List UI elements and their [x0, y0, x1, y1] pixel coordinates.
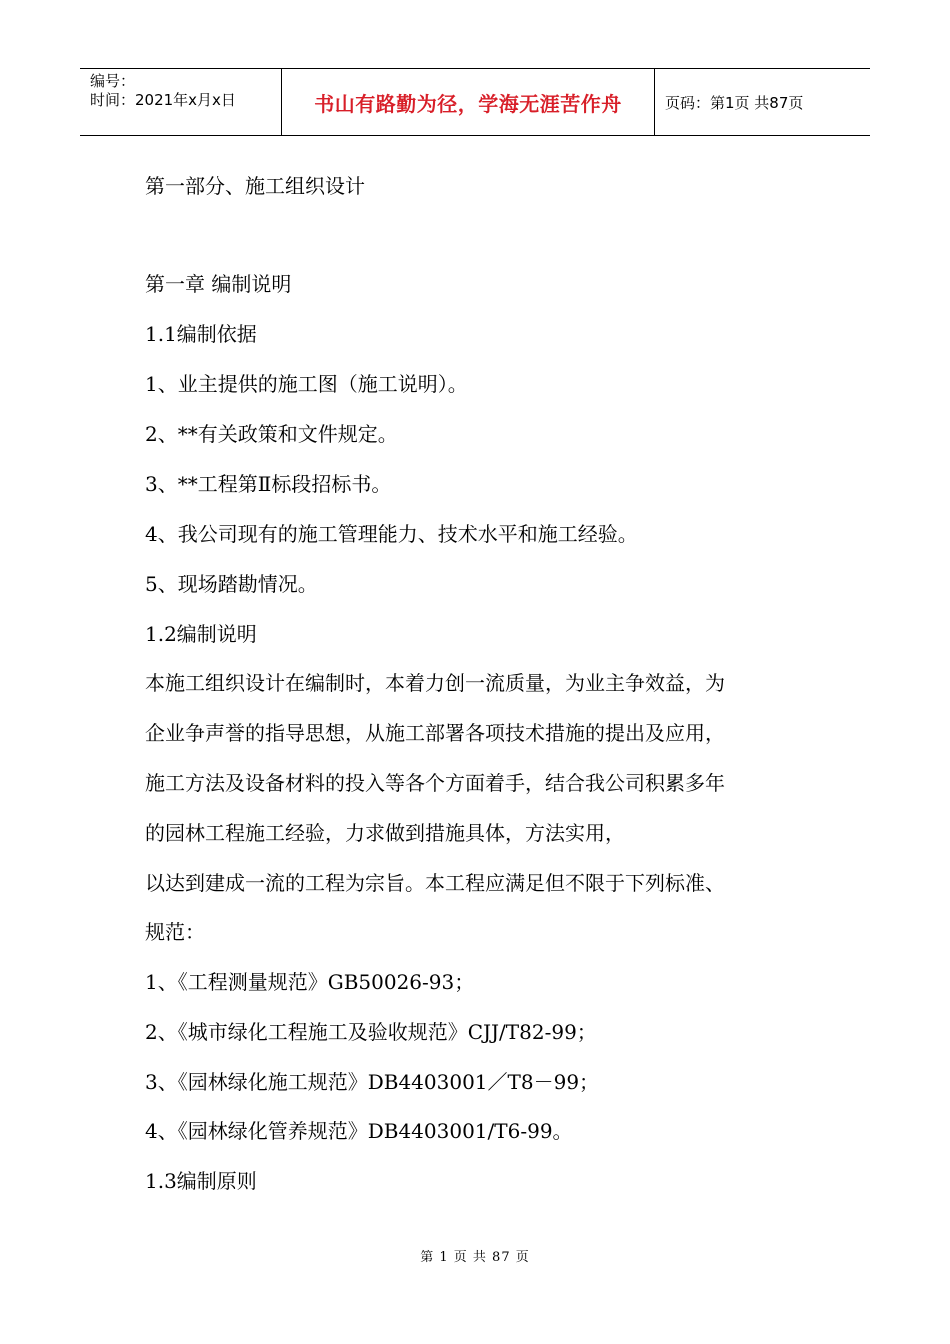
standard-item: 2、《城市绿化工程施工及验收规范》CJJ/T82-99；: [145, 1020, 597, 1044]
basis-item: 2、**有关政策和文件规定。: [145, 422, 398, 446]
basis-item: 4、我公司现有的施工管理能力、技术水平和施工经验。: [145, 522, 638, 546]
header-motto-cell: [282, 69, 655, 135]
page-header: [80, 68, 870, 136]
standard-item: 1、《工程测量规范》GB50026-93；: [145, 970, 475, 994]
paragraph-line: 的园林工程施工经验，力求做到措施具体，方法实用，: [145, 821, 625, 845]
basis-item: 1、业主提供的施工图（施工说明）。: [145, 372, 468, 396]
chapter-title: 第一章 编制说明: [145, 272, 292, 296]
paragraph-line: 规范：: [145, 920, 205, 944]
basis-item: 3、**工程第Ⅱ标段招标书。: [145, 472, 392, 496]
motto-text: 书山有路勤为径，学海无涯苦作舟: [314, 91, 622, 116]
section-heading: 1.1编制依据: [145, 322, 257, 346]
standard-item: 4、《园林绿化管养规范》DB4403001/T6-99。: [145, 1119, 573, 1143]
basis-item: 5、现场踏勘情况。: [145, 572, 318, 596]
paragraph-line: 企业争声誉的指导思想，从施工部署各项技术措施的提出及应用，: [145, 721, 725, 745]
paragraph-line: 以达到建成一流的工程为宗旨。本工程应满足但不限于下列标准、: [145, 871, 725, 895]
serial-label: 编号：: [90, 72, 136, 90]
standard-item: 3、《园林绿化施工规范》DB4403001／T8－99；: [145, 1070, 600, 1094]
section-heading: 1.2编制说明: [145, 622, 257, 646]
header-page-cell: [655, 69, 870, 135]
page-footer: 第 1 页 共 87 页: [420, 1250, 530, 1265]
page-info: 页码：第1页 共87页: [665, 93, 804, 112]
date-label: 时间：2021年x月x日: [90, 91, 236, 109]
header-meta-cell: [80, 69, 282, 135]
part-title: 第一部分、施工组织设计: [145, 174, 365, 198]
paragraph-line: 本施工组织设计在编制时，本着力创一流质量，为业主争效益，为: [145, 671, 725, 695]
section-heading: 1.3编制原则: [145, 1169, 257, 1193]
paragraph-line: 施工方法及设备材料的投入等各个方面着手，结合我公司积累多年: [145, 771, 725, 795]
